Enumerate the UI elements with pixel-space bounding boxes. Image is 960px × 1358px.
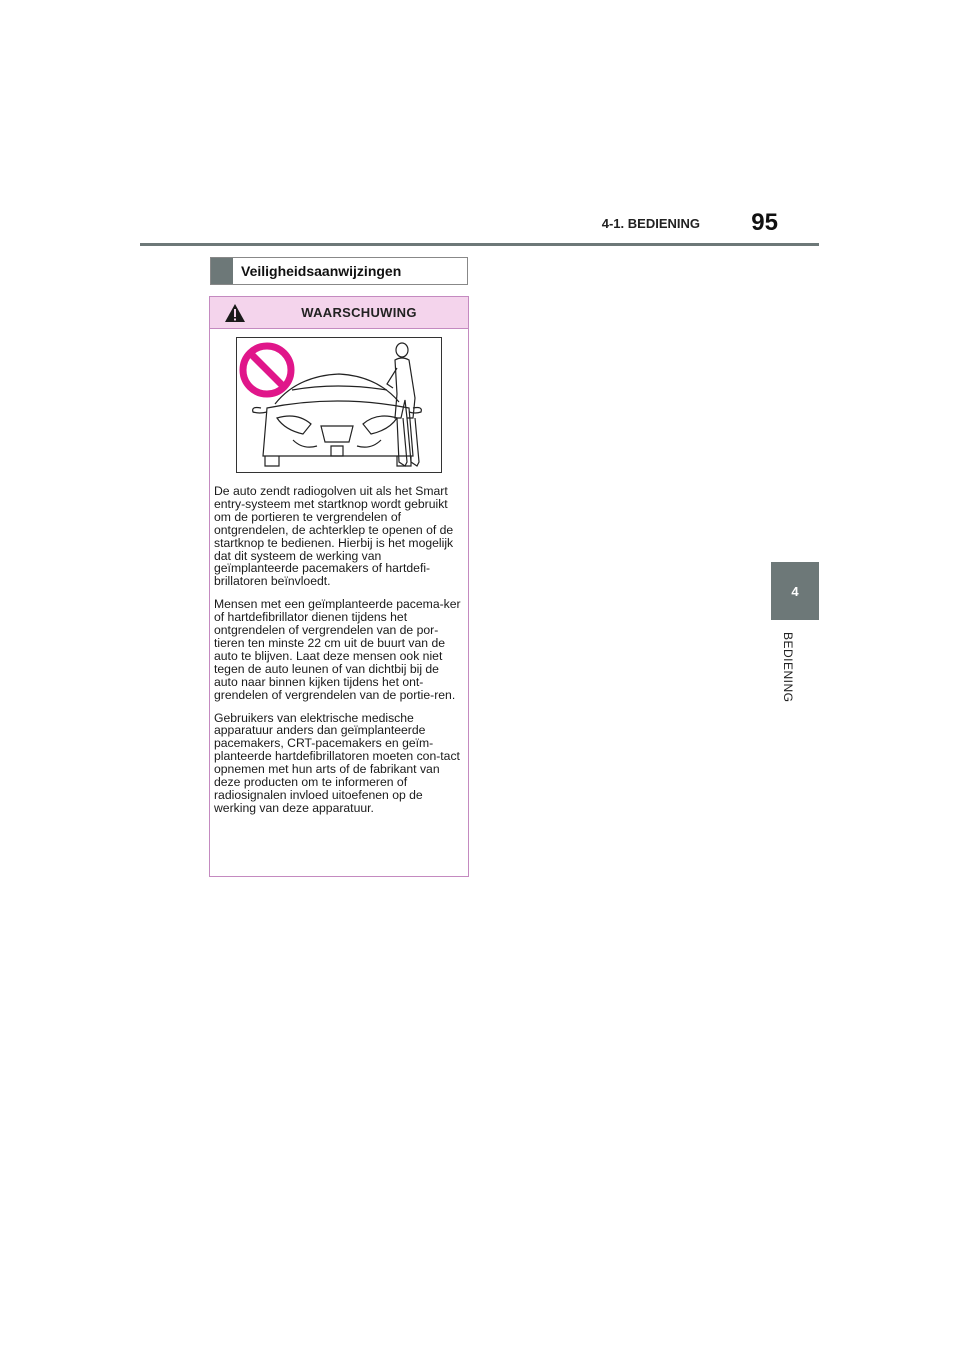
warning-paragraph-1: De auto zendt radiogolven uit als het Smart entry-systeem met startknop wordt gebruikt om de portieren te vergrendelen of ontgrendelen, de achterklep te openen of de startknop te bedienen. Hierbij is het mogelijk dat dit systeem de werking van geïmplanteerde pacemakers of hartdefi-brillatoren beïnvloedt. [214, 484, 454, 589]
section-title: Veiligheidsaanwijzingen [241, 263, 402, 279]
warning-heading: WAARSCHUWING [301, 305, 417, 320]
prohibition-icon [243, 346, 291, 394]
header-section-title: 4-1. BEDIENING [601, 216, 700, 231]
warning-box [209, 296, 469, 877]
chapter-side-label: BEDIENING [781, 632, 795, 703]
warning-paragraph-2: Mensen met een geïmplanteerde pacema-ker of hartdefibrillator dienen tijdens het ontgrendelen of vergrendelen van de por-tieren ten minste 22 cm uit de buurt van de auto te blijven. Laat deze mensen ook niet tegen de auto leunen of van dichtbij bij de auto naar binnen kijken tijdens het ont-grendelen of vergrendelen van de portie-ren. [214, 597, 461, 702]
header-rule [140, 243, 819, 246]
chapter-tab: 4 [771, 562, 819, 620]
car-illustration [236, 337, 442, 473]
section-heading-box [210, 257, 468, 285]
car-person-drawing [237, 338, 441, 472]
warning-triangle-icon [224, 303, 246, 323]
page-number: 95 [751, 209, 778, 236]
warning-body [214, 485, 464, 825]
warning-paragraph-3: Gebruikers van elektrische medische apparatuur anders dan geïmplanteerde pacemakers, CRT-pacemakers en geïm-planteerde hartdefibrillatoren moeten con-tact opnemen met hun arts of de fabrikant van deze producten om te informeren of radiosignalen invloed uitoefenen op de werking van deze apparatuur. [214, 710, 460, 815]
warning-header [210, 297, 468, 329]
section-marker [211, 258, 233, 284]
